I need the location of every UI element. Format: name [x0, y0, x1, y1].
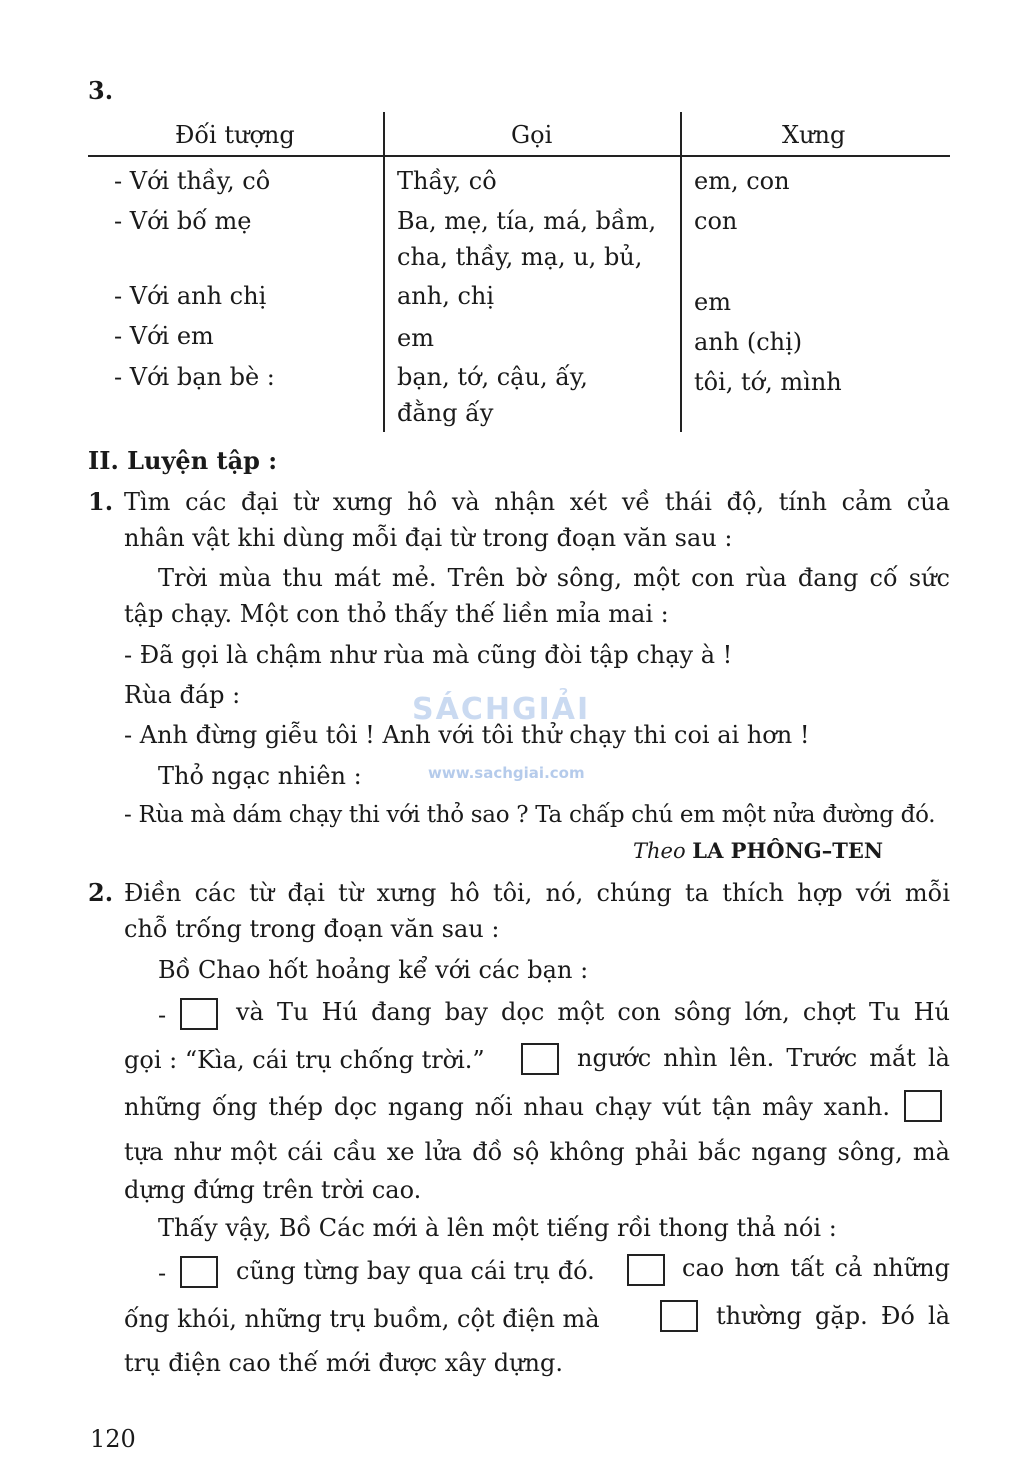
fill-blank-box[interactable]	[904, 1090, 942, 1122]
passage-line: những ống thép dọc ngang nối nhau chạy vút tận mây xanh.	[124, 1093, 890, 1121]
table-cell: - Với bố mẹ	[114, 207, 252, 235]
passage-line: - Anh đừng giễu tôi ! Anh với tôi thử chạy thi coi ai hơn !	[124, 721, 810, 749]
table-cell: - Với em	[114, 322, 214, 350]
table-header-rule	[88, 155, 950, 157]
source-author: LA PHÔNG–TEN	[692, 838, 884, 863]
fill-blank-box[interactable]	[660, 1300, 698, 1332]
passage-line: Thỏ ngạc nhiên :	[158, 762, 362, 790]
watermark-url: www.sachgiai.com	[428, 764, 585, 782]
page-number: 120	[90, 1425, 136, 1453]
passage-line: - Đã gọi là chậm như rùa mà cũng đòi tập chạy à !	[124, 641, 733, 669]
table-cell: con	[694, 207, 738, 235]
exercise-prompt-line: Tìm các đại từ xưng hô và nhận xét về thái độ, tính cảm của	[124, 488, 950, 516]
exercise-prompt-line: nhân vật khi dùng mỗi đại từ trong đoạn văn sau :	[124, 524, 733, 552]
table-cell: - Với bạn bè :	[114, 363, 275, 391]
dialogue-dash: -	[158, 1001, 167, 1029]
table-column-divider	[680, 112, 682, 432]
table-cell: em	[397, 324, 434, 352]
table-cell: cha, thầy, mạ, u, bủ,	[397, 243, 643, 271]
dialogue-dash: -	[158, 1259, 167, 1287]
table-header-doi-tuong: Đối tượng	[175, 121, 295, 149]
passage-line: cũng từng bay qua cái trụ đó.	[236, 1257, 595, 1285]
table-cell: tôi, tớ, mình	[694, 368, 842, 396]
passage-line: thường gặp. Đó là	[716, 1302, 950, 1330]
passage-line: gọi : “Kìa, cái trụ chống trời.”	[124, 1046, 485, 1074]
fill-blank-box[interactable]	[521, 1043, 559, 1075]
passage-line: Trời mùa thu mát mẻ. Trên bờ sông, một con rùa đang cố sức	[158, 564, 950, 592]
practice-heading: II. Luyện tập :	[88, 446, 278, 475]
section-number: 3.	[88, 76, 114, 105]
exercise-prompt-line: Điền các từ đại từ xưng hô tôi, nó, chúng ta thích hợp với mỗi	[124, 879, 950, 907]
table-cell: bạn, tớ, cậu, ấy,	[397, 363, 588, 391]
table-cell: Thầy, cô	[397, 167, 497, 195]
source-prefix: Theo	[633, 839, 686, 863]
passage-line: Rùa đáp :	[124, 681, 241, 709]
passage-line: ống khói, những trụ buồm, cột điện mà	[124, 1305, 600, 1333]
passage-line: và Tu Hú đang bay dọc một con sông lớn, chợt Tu Hú	[236, 998, 950, 1026]
exercise-number: 2.	[88, 878, 114, 907]
table-cell: em	[694, 288, 731, 316]
passage-line: Bồ Chao hốt hoảng kể với các bạn :	[158, 956, 589, 984]
passage-source	[633, 838, 883, 863]
table-header-xung: Xưng	[782, 121, 846, 149]
passage-line: dựng đứng trên trời cao.	[124, 1176, 422, 1204]
fill-blank-box[interactable]	[180, 998, 218, 1030]
passage-line: Thấy vậy, Bồ Các mới à lên một tiếng rồi thong thả nói :	[158, 1214, 837, 1242]
passage-line: cao hơn tất cả những	[682, 1254, 950, 1282]
passage-line: trụ điện cao thế mới được xây dựng.	[124, 1349, 564, 1377]
exercise-number: 1.	[88, 487, 114, 516]
table-cell: Ba, mẹ, tía, má, bầm,	[397, 207, 657, 235]
table-cell: đằng ấy	[397, 399, 494, 427]
exercise-prompt-line: chỗ trống trong đoạn văn sau :	[124, 915, 500, 943]
passage-line: - Rùa mà dám chạy thi với thỏ sao ? Ta chấp chú em một nửa đường đó.	[124, 802, 936, 828]
table-cell: - Với thầy, cô	[114, 167, 271, 195]
watermark-logo: SÁCHGIẢI	[412, 692, 591, 727]
table-header-goi: Gọi	[511, 121, 553, 149]
passage-line: tựa như một cái cầu xe lửa đồ sộ không phải bắc ngang sông, mà	[124, 1138, 950, 1166]
table-cell: - Với anh chị	[114, 282, 267, 310]
passage-line: tập chạy. Một con thỏ thấy thế liền mỉa mai :	[124, 600, 669, 628]
table-cell: anh (chị)	[694, 328, 803, 356]
table-cell: anh, chị	[397, 282, 495, 310]
table-cell: em, con	[694, 167, 790, 195]
fill-blank-box[interactable]	[627, 1254, 665, 1286]
passage-line: ngước nhìn lên. Trước mắt là	[577, 1044, 950, 1072]
fill-blank-box[interactable]	[180, 1256, 218, 1288]
table-column-divider	[383, 112, 385, 432]
